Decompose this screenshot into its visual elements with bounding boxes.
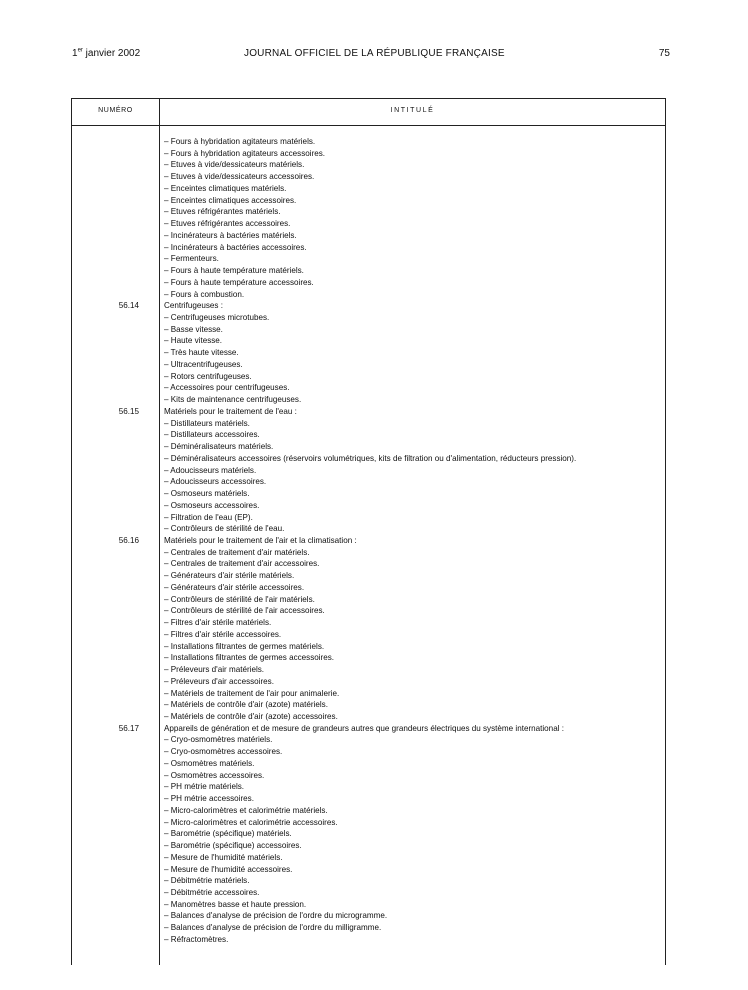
table-row bbox=[72, 418, 665, 430]
table-row bbox=[72, 652, 665, 664]
table-row bbox=[72, 723, 665, 735]
row-number: 56.14 bbox=[118, 301, 139, 311]
table-row bbox=[72, 664, 665, 676]
row-intitule: – Micro-calorimètres et calorimétrie accessoires. bbox=[164, 817, 338, 827]
row-intitule: – Ultracentrifugeuses. bbox=[164, 359, 243, 369]
row-intitule: – Enceintes climatiques matériels. bbox=[164, 183, 287, 193]
row-intitule: – Filtres d'air stérile accessoires. bbox=[164, 629, 282, 639]
row-intitule: – Fours à hybridation agitateurs accessoires. bbox=[164, 148, 326, 158]
row-intitule: – Contrôleurs de stérilité de l'eau. bbox=[164, 524, 285, 534]
row-intitule: – Fours à hybridation agitateurs matériels. bbox=[164, 137, 316, 146]
table-row bbox=[72, 594, 665, 606]
table-row bbox=[72, 406, 665, 418]
column-header-intitule: INTITULÉ bbox=[390, 107, 435, 114]
row-intitule: Matériels pour le traitement de l'air et la climatisation : bbox=[164, 535, 357, 545]
table-row bbox=[72, 711, 665, 723]
row-intitule: Centrifugeuses : bbox=[164, 301, 223, 311]
table-row bbox=[72, 934, 665, 946]
table-row bbox=[72, 910, 665, 922]
row-intitule: – Barométrie (spécifique) accessoires. bbox=[164, 841, 302, 851]
table-row bbox=[72, 136, 665, 148]
row-intitule: – Déminéralisateurs accessoires (réservoirs volumétriques, kits de filtration ou d'alimentation, réducteurs pression). bbox=[164, 453, 577, 463]
date-ordinal: er bbox=[77, 47, 83, 54]
table-row bbox=[72, 875, 665, 887]
row-intitule: – Osmoseurs matériels. bbox=[164, 489, 250, 499]
date-day: 1 bbox=[72, 48, 78, 59]
table-row bbox=[72, 206, 665, 218]
table-row bbox=[72, 148, 665, 160]
table-row bbox=[72, 300, 665, 312]
row-intitule: – Barométrie (spécifique) matériels. bbox=[164, 829, 292, 839]
row-intitule: – Préleveurs d'air accessoires. bbox=[164, 676, 274, 686]
table-row bbox=[72, 394, 665, 406]
row-intitule: – Fours à haute température matériels. bbox=[164, 266, 304, 276]
table-row bbox=[72, 230, 665, 242]
row-intitule: – Adoucisseurs matériels. bbox=[164, 465, 257, 475]
table-row bbox=[72, 887, 665, 899]
row-intitule: – Filtres d'air stérile matériels. bbox=[164, 618, 272, 628]
table-row bbox=[72, 688, 665, 700]
row-intitule: – Installations filtrantes de germes matériels. bbox=[164, 641, 325, 651]
table-row bbox=[72, 570, 665, 582]
row-intitule: – Etuves réfrigérantes accessoires. bbox=[164, 219, 291, 229]
row-intitule: – Réfractomètres. bbox=[164, 934, 229, 944]
row-intitule: – Balances d'analyse de précision de l'ordre du microgramme. bbox=[164, 911, 388, 921]
table-row bbox=[72, 488, 665, 500]
row-number: 56.17 bbox=[118, 723, 139, 733]
row-intitule: – Osmomètres accessoires. bbox=[164, 770, 265, 780]
table-row bbox=[72, 159, 665, 171]
page-header bbox=[72, 48, 670, 64]
row-intitule: – Mesure de l'humidité accessoires. bbox=[164, 864, 293, 874]
table-row bbox=[72, 523, 665, 535]
row-intitule: Appareils de génération et de mesure de grandeurs autres que grandeurs électriques du système international : bbox=[164, 723, 564, 733]
table-row bbox=[72, 758, 665, 770]
page-number: 75 bbox=[658, 48, 670, 59]
table-row bbox=[72, 183, 665, 195]
row-intitule: – Etuves réfrigérantes matériels. bbox=[164, 207, 281, 217]
row-intitule: – Déminéralisateurs matériels. bbox=[164, 442, 274, 452]
row-intitule: – Générateurs d'air stérile matériels. bbox=[164, 571, 295, 581]
row-intitule: – Manomètres basse et haute pression. bbox=[164, 899, 307, 909]
row-intitule: – Fours à haute température accessoires. bbox=[164, 277, 314, 287]
row-intitule: – Cryo-osmomètres matériels. bbox=[164, 735, 273, 745]
table-row bbox=[72, 535, 665, 547]
table-row bbox=[72, 582, 665, 594]
row-intitule: – Contrôleurs de stérilité de l'air matériels. bbox=[164, 594, 315, 604]
row-intitule: – Débitmétrie matériels. bbox=[164, 876, 250, 886]
table-row bbox=[72, 805, 665, 817]
table-row bbox=[72, 429, 665, 441]
row-intitule: – Centrales de traitement d'air matériels. bbox=[164, 547, 310, 557]
table-row bbox=[72, 605, 665, 617]
row-number: 56.16 bbox=[118, 535, 139, 545]
table-row bbox=[72, 512, 665, 524]
table-row bbox=[72, 629, 665, 641]
table-row bbox=[72, 922, 665, 934]
row-intitule: – Mesure de l'humidité matériels. bbox=[164, 852, 283, 862]
row-intitule: – Etuves à vide/dessicateurs matériels. bbox=[164, 160, 305, 170]
row-intitule: – Enceintes climatiques accessoires. bbox=[164, 195, 297, 205]
table-row bbox=[72, 359, 665, 371]
table-row bbox=[72, 289, 665, 301]
row-intitule: – Fours à combustion. bbox=[164, 289, 245, 299]
table-row bbox=[72, 277, 665, 289]
table-row bbox=[72, 547, 665, 559]
row-intitule: – PH métrie matériels. bbox=[164, 782, 245, 792]
publication-date bbox=[72, 48, 140, 59]
row-intitule: – Accessoires pour centrifugeuses. bbox=[164, 383, 290, 393]
table-row bbox=[72, 453, 665, 465]
table-row bbox=[72, 476, 665, 488]
table-body bbox=[72, 136, 665, 946]
row-intitule: – Osmomètres matériels. bbox=[164, 758, 255, 768]
table-row bbox=[72, 676, 665, 688]
table-row bbox=[72, 371, 665, 383]
row-intitule: – Filtration de l'eau (EP). bbox=[164, 512, 253, 522]
row-intitule: – PH métrie accessoires. bbox=[164, 794, 254, 804]
table-row bbox=[72, 840, 665, 852]
row-intitule: – Centrifugeuses microtubes. bbox=[164, 313, 270, 323]
table-row bbox=[72, 195, 665, 207]
table-row bbox=[72, 699, 665, 711]
row-intitule: – Incinérateurs à bactéries accessoires. bbox=[164, 242, 307, 252]
table-row bbox=[72, 312, 665, 324]
row-intitule: – Incinérateurs à bactéries matériels. bbox=[164, 230, 297, 240]
table-row bbox=[72, 242, 665, 254]
row-intitule: – Centrales de traitement d'air accessoires. bbox=[164, 559, 320, 569]
table-row bbox=[72, 347, 665, 359]
row-intitule: – Débitmétrie accessoires. bbox=[164, 888, 260, 897]
table-row bbox=[72, 465, 665, 477]
table-row bbox=[72, 218, 665, 230]
table-row bbox=[72, 864, 665, 876]
table-row bbox=[72, 441, 665, 453]
table-row bbox=[72, 770, 665, 782]
row-intitule: – Installations filtrantes de germes accessoires. bbox=[164, 653, 335, 663]
table-row bbox=[72, 793, 665, 805]
table-row bbox=[72, 265, 665, 277]
table-row bbox=[72, 253, 665, 265]
table-row bbox=[72, 899, 665, 911]
row-intitule: – Matériels de contrôle d'air (azote) matériels. bbox=[164, 700, 328, 710]
table-row bbox=[72, 171, 665, 183]
row-intitule: – Basse vitesse. bbox=[164, 324, 223, 334]
row-intitule: – Balances d'analyse de précision de l'ordre du milligramme. bbox=[164, 923, 382, 933]
table-row bbox=[72, 817, 665, 829]
row-intitule: – Matériels de traitement de l'air pour animalerie. bbox=[164, 688, 340, 698]
row-intitule: – Distillateurs accessoires. bbox=[164, 430, 260, 440]
table-row bbox=[72, 382, 665, 394]
table-row bbox=[72, 746, 665, 758]
table-row bbox=[72, 335, 665, 347]
row-number: 56.15 bbox=[118, 406, 139, 416]
row-intitule: – Osmoseurs accessoires. bbox=[164, 500, 260, 510]
table-row bbox=[72, 641, 665, 653]
row-intitule: Matériels pour le traitement de l'eau : bbox=[164, 406, 297, 416]
row-intitule: – Contrôleurs de stérilité de l'air accessoires. bbox=[164, 606, 325, 616]
row-intitule: – Fermenteurs. bbox=[164, 254, 219, 264]
journal-title: JOURNAL OFFICIEL DE LA RÉPUBLIQUE FRANÇAISE bbox=[244, 48, 505, 59]
row-intitule: – Cryo-osmomètres accessoires. bbox=[164, 747, 283, 757]
table-row bbox=[72, 828, 665, 840]
table-row bbox=[72, 617, 665, 629]
table-row bbox=[72, 500, 665, 512]
row-intitule: – Micro-calorimètres et calorimétrie matériels. bbox=[164, 805, 328, 815]
row-intitule: – Kits de maintenance centrifugeuses. bbox=[164, 395, 302, 405]
table-row bbox=[72, 558, 665, 570]
table-row bbox=[72, 734, 665, 746]
table-header bbox=[72, 99, 665, 126]
row-intitule: – Haute vitesse. bbox=[164, 336, 223, 346]
row-intitule: – Très haute vitesse. bbox=[164, 348, 239, 358]
row-intitule: – Distillateurs matériels. bbox=[164, 418, 250, 428]
row-intitule: – Générateurs d'air stérile accessoires. bbox=[164, 582, 305, 592]
row-intitule: – Préleveurs d'air matériels. bbox=[164, 665, 265, 675]
date-month-year: janvier 2002 bbox=[82, 48, 141, 59]
table-row bbox=[72, 781, 665, 793]
row-intitule: – Etuves à vide/dessicateurs accessoires. bbox=[164, 172, 315, 182]
nomenclature-table bbox=[71, 98, 666, 965]
row-intitule: – Matériels de contrôle d'air (azote) accessoires. bbox=[164, 711, 338, 721]
row-intitule: – Rotors centrifugeuses. bbox=[164, 371, 252, 381]
table-row bbox=[72, 852, 665, 864]
table-row bbox=[72, 324, 665, 336]
column-header-numero: NUMÉRO bbox=[98, 107, 133, 114]
row-intitule: – Adoucisseurs accessoires. bbox=[164, 477, 267, 487]
